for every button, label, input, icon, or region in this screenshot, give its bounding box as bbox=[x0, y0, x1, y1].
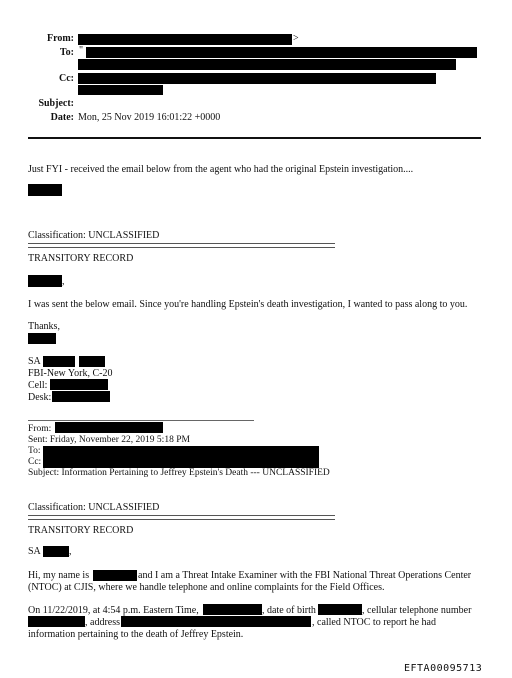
p1-part-b: and I am a Threat Intake Examiner with the FBI National Threat Operations Center bbox=[138, 570, 472, 581]
redaction-fwd-from bbox=[55, 422, 163, 433]
date-value: Mon, 25 Nov 2019 16:01:22 +0000 bbox=[78, 112, 221, 123]
date-label: Date: bbox=[50, 112, 74, 123]
p1-part-a: Hi, my name is bbox=[28, 570, 90, 581]
forward-divider bbox=[28, 420, 254, 421]
p2-part-b: , date of birth bbox=[262, 605, 316, 616]
classification-2: Classification: UNCLASSIFIED bbox=[28, 502, 160, 513]
p2-part-a: On 11/22/2019, at 4:54 p.m. Eastern Time, bbox=[28, 605, 199, 616]
fwd-sent: Sent: Friday, November 22, 2019 5:18 PM bbox=[28, 435, 190, 445]
p1-part-c: (NTOC) at CJIS, where we handle telephone and online complaints for the Field Offices. bbox=[28, 582, 385, 593]
redaction-cell bbox=[50, 379, 108, 390]
redaction-phone bbox=[28, 616, 85, 627]
redaction-caller-name bbox=[203, 604, 262, 615]
sa-greeting: SA bbox=[28, 546, 41, 557]
p2-part-f: information pertaining to the death of Jeffrey Epstein. bbox=[28, 629, 244, 640]
redaction-sender-sig bbox=[28, 184, 62, 196]
redaction-thanks-name bbox=[28, 333, 56, 344]
from-label: From: bbox=[46, 33, 74, 44]
office-line: FBI-New York, C-20 bbox=[28, 368, 113, 379]
classification-divider-1 bbox=[28, 243, 335, 248]
redaction-sa-greeting bbox=[43, 546, 69, 557]
redaction-desk bbox=[52, 391, 110, 402]
fyi-line: Just FYI - received the email below from the agent who had the original Epstein investigation.... bbox=[28, 164, 414, 175]
redaction-sa-first bbox=[43, 356, 75, 367]
transitory-1: TRANSITORY RECORD bbox=[28, 253, 134, 264]
sent-below-line: I was sent the below email. Since you're handling Epstein's death investigation, I wanted to pass along to you. bbox=[28, 299, 468, 310]
redaction-dob bbox=[318, 604, 362, 615]
bates-number: EFTA00095713 bbox=[404, 663, 483, 674]
comma-1: , bbox=[62, 276, 65, 287]
redaction-addressee bbox=[28, 275, 62, 287]
redaction-cc-1 bbox=[78, 73, 436, 84]
classification-divider-2 bbox=[28, 515, 335, 520]
sa-line: SA bbox=[28, 356, 41, 367]
fwd-cc-label: Cc: bbox=[28, 457, 42, 467]
p2-part-c: , cellular telephone number bbox=[362, 605, 472, 616]
cell-label: Cell: bbox=[28, 380, 48, 391]
thanks-line: Thanks, bbox=[28, 321, 60, 332]
p2-part-e: , called NTOC to report he had bbox=[312, 617, 436, 628]
to-tail: " bbox=[79, 45, 84, 56]
from-tail: > bbox=[293, 33, 299, 44]
p2-part-d: , address bbox=[85, 617, 120, 628]
redaction-to-1 bbox=[86, 47, 477, 58]
fwd-subject: Subject: Information Pertaining to Jeffrey Epstein's Death --- UNCLASSIFIED bbox=[28, 468, 330, 478]
redaction-address bbox=[121, 616, 311, 627]
transitory-2: TRANSITORY RECORD bbox=[28, 525, 134, 536]
redaction-cc-2 bbox=[78, 85, 163, 95]
comma-2: , bbox=[69, 546, 72, 557]
classification-1: Classification: UNCLASSIFIED bbox=[28, 230, 160, 241]
redaction-sa-last bbox=[79, 356, 105, 367]
cc-label: Cc: bbox=[59, 73, 74, 84]
redaction-examiner-name bbox=[93, 570, 137, 581]
subject-label: Subject: bbox=[38, 98, 74, 109]
header-divider bbox=[28, 137, 481, 139]
redaction-from bbox=[78, 34, 292, 45]
fwd-to-label: To: bbox=[28, 446, 41, 456]
redaction-fwd-to bbox=[43, 446, 319, 457]
desk-label: Desk: bbox=[28, 392, 52, 403]
redaction-fwd-cc bbox=[43, 457, 319, 468]
redaction-to-2 bbox=[78, 59, 456, 70]
to-label: To: bbox=[59, 47, 74, 58]
fwd-from-label: From: bbox=[28, 424, 52, 434]
